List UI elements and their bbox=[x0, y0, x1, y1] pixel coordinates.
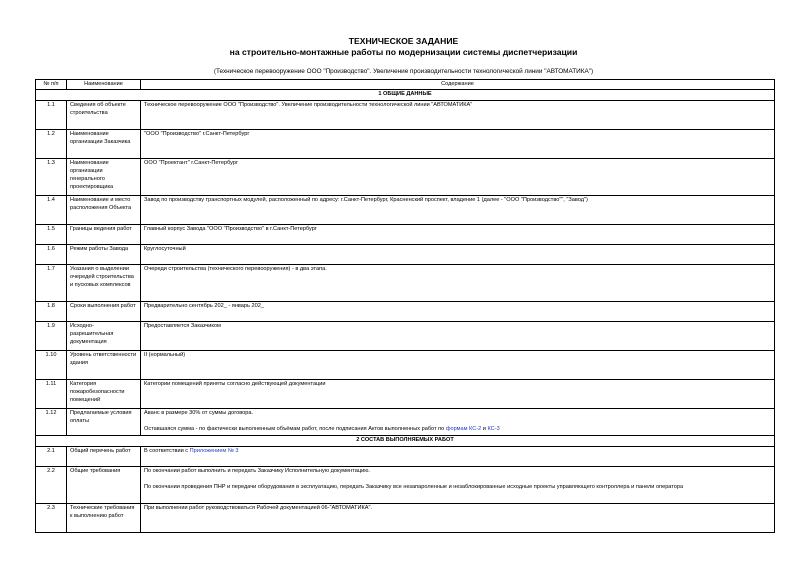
table-row bbox=[36, 195, 775, 224]
row-name: Наименование организации Заказчика bbox=[67, 129, 141, 158]
row-name: Режим работы Завода bbox=[67, 244, 141, 264]
row-content: Техническое перевооружение ООО "Производство". Увеличение производительности технологической линии "АВТОМАТИКА" bbox=[141, 100, 775, 129]
table-row bbox=[36, 466, 775, 503]
row-num: 1.9 bbox=[36, 321, 67, 350]
works-list-prefix: В соответствии с bbox=[144, 447, 190, 454]
row-name: Общие требования bbox=[67, 466, 141, 503]
row-content: "ООО "Производство" г.Санкт-Петербург bbox=[141, 129, 775, 158]
table-row bbox=[36, 244, 775, 264]
row-num: 2.2 bbox=[36, 466, 67, 503]
table-row bbox=[36, 301, 775, 321]
document-subtitle: (Техническое перевооружение ООО "Производство". Увеличение производительности технологической линии "АВТОМАТИКА") bbox=[213, 68, 594, 75]
table-row bbox=[36, 446, 775, 466]
row-name: Категория пожаробезопасности помещений bbox=[67, 379, 141, 408]
table-row bbox=[36, 379, 775, 408]
header-name: Наименование bbox=[67, 80, 141, 90]
payment-remainder-mid: и bbox=[481, 425, 488, 432]
row-num: 1.1 bbox=[36, 100, 67, 129]
row-name: Уровень ответственности здания bbox=[67, 350, 141, 379]
row-content: Предварительно сентябрь 202_ - январь 202_ bbox=[141, 301, 775, 321]
section-row bbox=[36, 90, 775, 101]
row-name: Исходно-разрешительная документация bbox=[67, 321, 141, 350]
row-content: Предоставляется Заказчиком bbox=[141, 321, 775, 350]
appendix-3-link[interactable]: Приложением № 3 bbox=[189, 447, 239, 454]
payment-remainder-text bbox=[144, 426, 771, 434]
row-name: Общий перечень работ bbox=[67, 446, 141, 466]
row-content: ООО "Проектант" г.Санкт-Петербург bbox=[141, 158, 775, 195]
row-content: При выполнении работ руководствоваться Рабочей документацией 06-"АВТОМАТИКА". bbox=[141, 503, 775, 532]
requirements-text-1: По окончании работ выполнить и передать Заказчику Исполнительную документацию. bbox=[144, 467, 370, 474]
row-num: 2.1 bbox=[36, 446, 67, 466]
row-num: 1.2 bbox=[36, 129, 67, 158]
header-content: Содержание bbox=[141, 80, 775, 90]
row-name: Сроки выполнения работ bbox=[67, 301, 141, 321]
row-num: 1.5 bbox=[36, 224, 67, 244]
row-name: Указания о выделении очередей строительства и пусковых комплексов bbox=[67, 264, 141, 301]
row-name: Предлагаемые условия оплаты bbox=[67, 408, 141, 435]
row-num: 1.12 bbox=[36, 408, 67, 435]
row-num: 1.8 bbox=[36, 301, 67, 321]
document-subject: на строительно-монтажные работы по модернизации системы диспетчеризации bbox=[229, 47, 578, 57]
row-content: Очереди строительства (технического перевооружения) - в два этапа. bbox=[141, 264, 775, 301]
row-content bbox=[141, 466, 775, 503]
row-name: Границы ведения работ bbox=[67, 224, 141, 244]
row-num: 1.6 bbox=[36, 244, 67, 264]
table-row bbox=[36, 129, 775, 158]
row-num: 1.3 bbox=[36, 158, 67, 195]
table-row bbox=[36, 503, 775, 532]
row-num: 1.11 bbox=[36, 379, 67, 408]
row-content: Завод по производству транспортных модулей, расположенный по адресу: г.Санкт-Петербург, Красненский проспект, владение 1 (далее - "ООО "Производство"", "Завод") bbox=[141, 195, 775, 224]
form-ks2-link[interactable]: формам КС-2 bbox=[445, 425, 482, 432]
row-name: Наименование и место расположения Объекта bbox=[67, 195, 141, 224]
row-content bbox=[141, 408, 775, 435]
row-num: 2.3 bbox=[36, 503, 67, 532]
row-content bbox=[141, 446, 775, 466]
table-row bbox=[36, 264, 775, 301]
table-row bbox=[36, 321, 775, 350]
table-header-row bbox=[36, 80, 775, 90]
row-name: Технические требования к выполнению работ bbox=[67, 503, 141, 532]
table-row bbox=[36, 408, 775, 435]
table-row bbox=[36, 100, 775, 129]
row-num: 1.10 bbox=[36, 350, 67, 379]
section-title: 2 СОСТАВ ВЫПОЛНЯЕМЫХ РАБОТ bbox=[36, 435, 775, 446]
table-row bbox=[36, 350, 775, 379]
table-row bbox=[36, 158, 775, 195]
row-content: Категории помещений приняты согласно действующей документации bbox=[141, 379, 775, 408]
payment-remainder-prefix: Оставшаяся сумма - по фактически выполненным объёмам работ, после подписания Актов выполненных работ по bbox=[144, 425, 446, 432]
section-title: 1 ОБЩИЕ ДАННЫЕ bbox=[36, 90, 775, 101]
row-name: Сведения об объекте строительства bbox=[67, 100, 141, 129]
row-num: 1.7 bbox=[36, 264, 67, 301]
row-num: 1.4 bbox=[36, 195, 67, 224]
document-title: ТЕХНИЧЕСКОЕ ЗАДАНИЕ bbox=[348, 36, 459, 46]
section-row bbox=[36, 435, 775, 446]
table-row bbox=[36, 224, 775, 244]
header-num: № п/п bbox=[36, 80, 67, 90]
form-ks3-link[interactable]: КС-3 bbox=[487, 425, 500, 432]
requirements-text-2: По окончании проведения ПНР и передачи оборудования в эксплуатацию, передать Заказчику все незапароленные и незаблокированные исходные проекты управляющего контроллера и панели оператора bbox=[144, 483, 684, 490]
row-content: Круглосуточный bbox=[141, 244, 775, 264]
row-content: Главный корпус Завода "ООО "Производство" в г.Санкт-Петербург bbox=[141, 224, 775, 244]
payment-advance-text: Аванс в размере 30% от суммы договора. bbox=[144, 409, 254, 416]
row-name: Наименование организации генерального проектировщика bbox=[67, 158, 141, 195]
specification-table bbox=[35, 79, 775, 533]
row-content: II (нормальный) bbox=[141, 350, 775, 379]
